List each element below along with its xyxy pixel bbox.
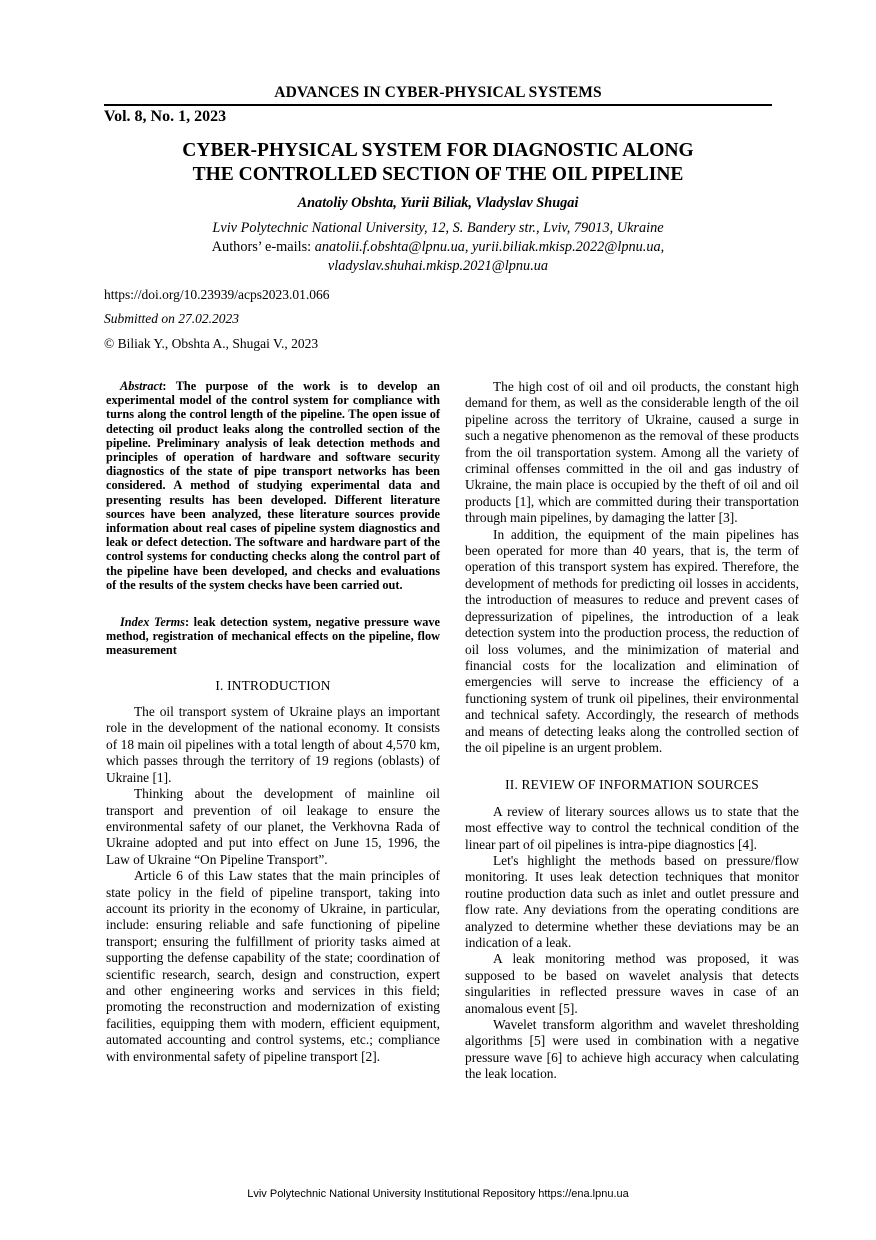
repository-footer: Lviv Polytechnic National University Institutional Repository https://ena.lpnu.ua	[247, 1188, 629, 1200]
paragraph: Article 6 of this Law states that the main principles of state policy in the field of pipeline transport, taking into account its priority in the economy of Ukraine, in particular, include: ensuring reliable and safe functioning of pipeline transport; ensuring the fulfillment of priority tasks aimed at supporting the defense capability of the state; coordination of scientific research, search, design and construction, expert and other engineering works and services in this field; promoting the reconstruction and modernization of existing facilities, equipping them with modern, efficient equipment, automated accounting and control systems, etc.; compliance with environmental safety of pipeline transport [2].	[106, 868, 440, 1064]
paragraph: Wavelet transform algorithm and wavelet thresholding algorithms [5] were used in combination with a negative pressure wave [6] to achieve high accuracy when calculating the leak location.	[465, 1017, 799, 1082]
journal-name: ADVANCES IN CYBER-PHYSICAL SYSTEMS	[274, 84, 602, 101]
left-column	[106, 379, 440, 1065]
paragraph: A review of literary sources allows us to state that the most effective way to control the technical condition of the linear part of oil pipelines is intra-pipe diagnostics [4].	[465, 803, 799, 852]
abstract-label: Abstract	[120, 379, 163, 393]
affiliation-block	[150, 219, 726, 276]
header-rule	[104, 104, 772, 106]
section-heading-review: II. REVIEW OF INFORMATION SOURCES	[505, 777, 759, 793]
paragraph: In addition, the equipment of the main pipelines has been operated for more than 40 years, that is, the term of operation of this transport system has expired. Therefore, the development of methods for predicting oil losses in accidents, the introduction of measures to reduce and prevent cases of depressurization of pipelines, the introduction of a leak detection system into the production process, the reduction of oil loss volumes, and the minimization of material and financial costs for the localization and elimination of emergencies will serve to increase the efficiency of a functioning system of trunk oil pipelines, their environmental and technical safety. Accordingly, the research of methods and means of detecting leaks along the controlled section of the oil pipeline is an urgent problem.	[465, 526, 799, 755]
index-terms-text: : leak detection system, negative pressure wave method, registration of mechanical effects on the pipeline, flow measurement	[106, 615, 440, 658]
title-line-2: THE CONTROLLED SECTION OF THE OIL PIPELINE	[192, 164, 684, 185]
index-terms-label: Index Terms	[120, 615, 185, 630]
paragraph: Let's highlight the methods based on pressure/flow monitoring. It uses leak detection techniques that monitor routine production data such as inlet and outlet pressure and flow rate. Any deviations from the operating conditions are analyzed to determine whether these deviations may be an indication of a leak.	[465, 852, 799, 950]
paragraph: The oil transport system of Ukraine plays an important role in the development of the national economy. It consists of 18 main oil pipelines with a total length of about 4,570 km, which passes through the territory of 19 regions (oblasts) of Ukraine [1].	[106, 704, 440, 785]
author-emails[interactable]: anatolii.f.obshta@lpnu.ua, yurii.biliak.mkisp.2022@lpnu.ua, vladyslav.shuhai.mkisp.2021@lpnu.ua	[314, 239, 665, 274]
emails-label: Authors’ e-mails:	[211, 239, 315, 255]
paragraph: A leak monitoring method was proposed, it was supposed to be based on wavelet analysis that detects singularities in reflected pressure waves in case of an anomalous event [5].	[465, 951, 799, 1016]
index-terms	[106, 615, 440, 658]
emails-line	[150, 238, 726, 276]
authors: Anatoliy Obshta, Yurii Biliak, Vladyslav Shugai	[297, 195, 579, 211]
affiliation: Lviv Polytechnic National University, 12, S. Bandery str., Lviv, 79013, Ukraine	[212, 220, 664, 236]
abstract-text: : The purpose of the work is to develop an experimental model of the control system for compliance with turns along the control length of the pipeline. The open issue of detecting oil product leaks along the controlled section of the pipeline. Preliminary analysis of leak detection methods and principles of operation of hardware and software security diagnostics of the state of pipe transport networks has been considered. A method of studying experimental data and presenting results has been developed. Different literature sources have been analyzed, these literature sources provide information about real cases of pipeline system diagnostics and leak or defect detection. The software and hardware part of the control systems for conducting checks along the control part of the pipeline have been developed, and checks and evaluations of the results of the system checks have been carried out.	[106, 379, 440, 592]
submitted-date: Submitted on 27.02.2023	[104, 311, 239, 326]
section-heading-introduction: I. INTRODUCTION	[215, 677, 331, 693]
paragraph: The high cost of oil and oil products, the constant high demand for them, as well as the considerable length of the oil pipeline across the territory of Ukraine, caused a surge in such a negative phenomenon as the removal of these products from the oil transportation system. Among all the variety of criminal offenses committed in the oil and gas industry of Ukraine, the main place is occupied by the theft of oil and oil products [1], which are committed during their transportation through main pipelines, by damaging the latter [3].	[465, 379, 799, 526]
doi-link[interactable]: https://doi.org/10.23939/acps2023.01.066	[104, 287, 330, 302]
copyright: © Biliak Y., Obshta A., Shugai V., 2023	[104, 336, 319, 351]
abstract	[106, 379, 440, 592]
right-column	[465, 379, 799, 1083]
paragraph: Thinking about the development of mainline oil transport and prevention of oil leakage to ensure the environmental safety of our planet, the Verkhovna Rada of Ukraine adopted and put into effect on June 15, 1996, the Law of Ukraine “On Pipeline Transport”.	[106, 786, 440, 867]
volume-info: Vol. 8, No. 1, 2023	[104, 108, 227, 125]
title-line-1: CYBER-PHYSICAL SYSTEM FOR DIAGNOSTIC ALONG	[182, 140, 694, 161]
article-title	[104, 139, 772, 187]
